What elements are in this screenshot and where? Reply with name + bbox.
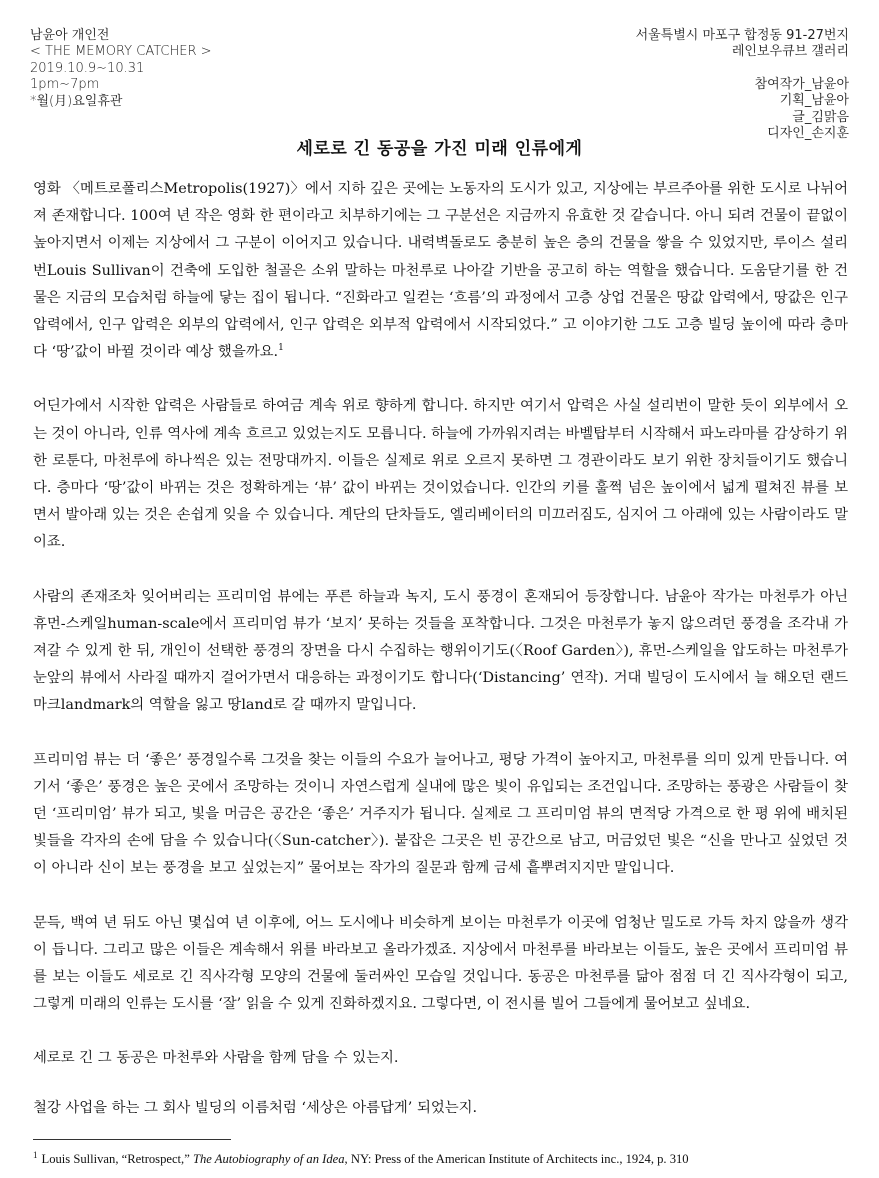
exhibition-info: [30, 28, 212, 110]
venue-name: 레인보우큐브 갤러리: [731, 44, 849, 60]
footnote-number: 1: [33, 1150, 38, 1160]
footnote-text-before: Louis Sullivan, “Retrospect,”: [41, 1152, 193, 1167]
essay-body: [33, 176, 848, 1149]
paragraph: 프리미엄 뷰는 더 ‘좋은’ 풍경일수록 그것을 찾는 이들의 수요가 늘어나고, 평당 가격이 높아지고, 마천루를 의미 있게 만듭니다. 여기서 ‘좋은’ 풍경은 높은 곳에서 조망하는 것이니 자연스럽게 실내에 많은 빛이 유입되는 조건입니다. 조망하는 풍광은 사람들이 찾던 ‘프리미엄’ 뷰가 되고, 빛을 머금은 공간은 ‘좋은’ 거주지가 됩니다. 실제로 그 프리미엄 뷰의 면적당 가격으로 한 평 위에 배치된 빛들을 각자의 손에 담을 수 있습니다(〈Sun-catcher〉). 붙잡은 그곳은 빈 공간으로 남고, 머금었던 빛은 “신을 만나고 싶었던 것이 아니라 신이 보는 풍경을 보고 싶었는지” 물어보는 작가의 질문과 함께 금세 흩뿌려지지만 말입니다.: [33, 751, 848, 877]
footnote-book-title: The Autobiography of an Idea: [192, 1152, 345, 1167]
paragraph: 철강 사업을 하는 그 회사 빌딩의 이름처럼 ‘세상은 아름답게’ 되었는지.: [33, 1099, 478, 1116]
paragraph: 문득, 백여 년 뒤도 아닌 몇십여 년 이후에, 어느 도시에나 비슷하게 보이는 마천루가 이곳에 엄청난 밀도로 가득 차지 않을까 생각이 듭니다. 그리고 많은 이들은 계속해서 위를 바라보고 올라가겠죠. 지상에서 마천루를 바라보는 이들도, 높은 곳에서 프리미엄 뷰를 보는 이들도 세로로 긴 직사각형 모양의 건물에 둘러싸인 모습일 것입니다. 동공은 마천루를 닮아 점점 더 긴 직사각형이 되고, 그렇게 미래의 인류는 도시를 ‘잘’ 읽을 수 있게 진화하겠지요. 그렇다면, 이 전시를 빌어 그들에게 물어보고 싶네요.: [33, 914, 848, 1013]
paragraph: [33, 176, 848, 366]
closed-days-note: *월(月)요일휴관: [30, 93, 123, 109]
venue-and-credits: [636, 28, 849, 142]
exhibition-name: 남윤아 개인전: [30, 28, 110, 43]
credit-designer: 디자인_손지훈: [767, 126, 849, 142]
exhibition-title: < THE MEMORY CATCHER >: [30, 44, 212, 60]
footnote-text-after: , NY: Press of the American Institute of Architects inc., 1924, p. 310: [344, 1152, 689, 1167]
paragraph: 세로로 긴 그 동공은 마천루와 사람을 함께 담을 수 있는지.: [33, 1050, 399, 1067]
exhibition-hours: 1pm~7pm: [30, 77, 100, 93]
credit-writer: 글_김맑음: [792, 109, 849, 125]
credit-artist: 참여작가_남윤아: [754, 76, 849, 92]
credits: [636, 77, 849, 143]
exhibition-dates: 2019.10.9~10.31: [30, 60, 145, 76]
credit-curator: 기획_남윤아: [779, 93, 849, 109]
paragraph: 사람의 존재조차 잊어버리는 프리미엄 뷰에는 푸른 하늘과 녹지, 도시 풍경이 혼재되어 등장합니다. 남윤아 작가는 마천루가 아닌 휴먼-스케일human-scale에서 프리미엄 뷰가 ‘보지’ 못하는 것들을 포착합니다. 그것은 마천루가 놓지 않으려던 풍경을 조각내 가져갈 수 있게 한 뒤, 개인이 선택한 풍경의 장면을 다시 수집하는 행위이기도(〈Roof Garden〉), 휴먼-스케일을 압도하는 마천루가 눈앞의 뷰에서 사라질 때까지 걸어가면서 대응하는 과정이기도 합니다(‘Distancing’ 연작). 거대 빌딩이 도시에서 늘 해오던 랜드마크landmark의 역할을 잃고 땅land로 갈 때까지 말입니다.: [33, 588, 848, 714]
paragraph-text: 영화 〈메트로폴리스Metropolis(1927)〉에서 지하 깊은 곳에는 노동자의 도시가 있고, 지상에는 부르주아를 위한 도시로 나뉘어져 존재합니다. 100여 년 작은 영화 한 편이라고 치부하기에는 그 구분선은 지금까지 유효한 것 같습니다. 아니 되려 건물이 끝없이 높아지면서 이제는 지상에서 그 구분이 이어지고 있습니다. 내력벽돌로도 충분히 높은 층의 건물을 쌓을 수 있었지만, 루이스 설리번Louis Sullivan이 건축에 도입한 철골은 소위 말하는 마천루로 나아갈 기반을 공고히 하는 역할을 했습니다. 도움닫기를 한 건물은 지금의 모습처럼 하늘에 닿는 집이 됩니다. “진화라고 일컫는 ‘흐름’의 과정에서 고층 상업 건물은 땅값 압력에서, 땅값은 인구 압력에서, 인구 압력은 외부의 압력에서, 인구 압력은 외부적 압력에서 시작되었다.” 고 이야기한 그도 고층 빌딩 높이에 따라 층마다 ‘땅’값이 바뀔 것이라 예상 했을까요.: [33, 181, 848, 361]
essay-title: 세로로 긴 동공을 가진 미래 인류에게: [296, 139, 583, 159]
paragraph: 어딘가에서 시작한 압력은 사람들로 하여금 계속 위로 향하게 합니다. 하지만 여기서 압력은 사실 설리번이 말한 듯이 외부에서 오는 것이 아니라, 인류 역사에 계속 흐르고 있었는지도 모릅니다. 하늘에 가까워지려는 바벨탑부터 시작해서 파노라마를 감상하기 위한 로툰다, 마천루에 하나씩은 있는 전망대까지. 이들은 실제로 위로 오르지 못하면 그 경관이라도 보기 위한 장치들이기도 했습니다. 층마다 ‘땅’값이 바뀌는 것은 정확하게는 ‘뷰’ 값이 바뀌는 것이었습니다. 인간의 키를 훌쩍 넘은 높이에서 넓게 펼쳐진 뷰를 보면서 발아래 있는 것은 손쉽게 잊을 수 있습니다. 계단의 단차들도, 엘리베이터의 미끄러짐도, 심지어 그 아래에 있는 사람이라도 말이죠.: [33, 398, 848, 551]
footnote-divider: [33, 1139, 231, 1140]
venue-address: 서울특별시 마포구 합정동 91-27번지: [635, 28, 849, 43]
footnote: [33, 1147, 853, 1167]
footnote-ref: 1: [278, 343, 284, 354]
